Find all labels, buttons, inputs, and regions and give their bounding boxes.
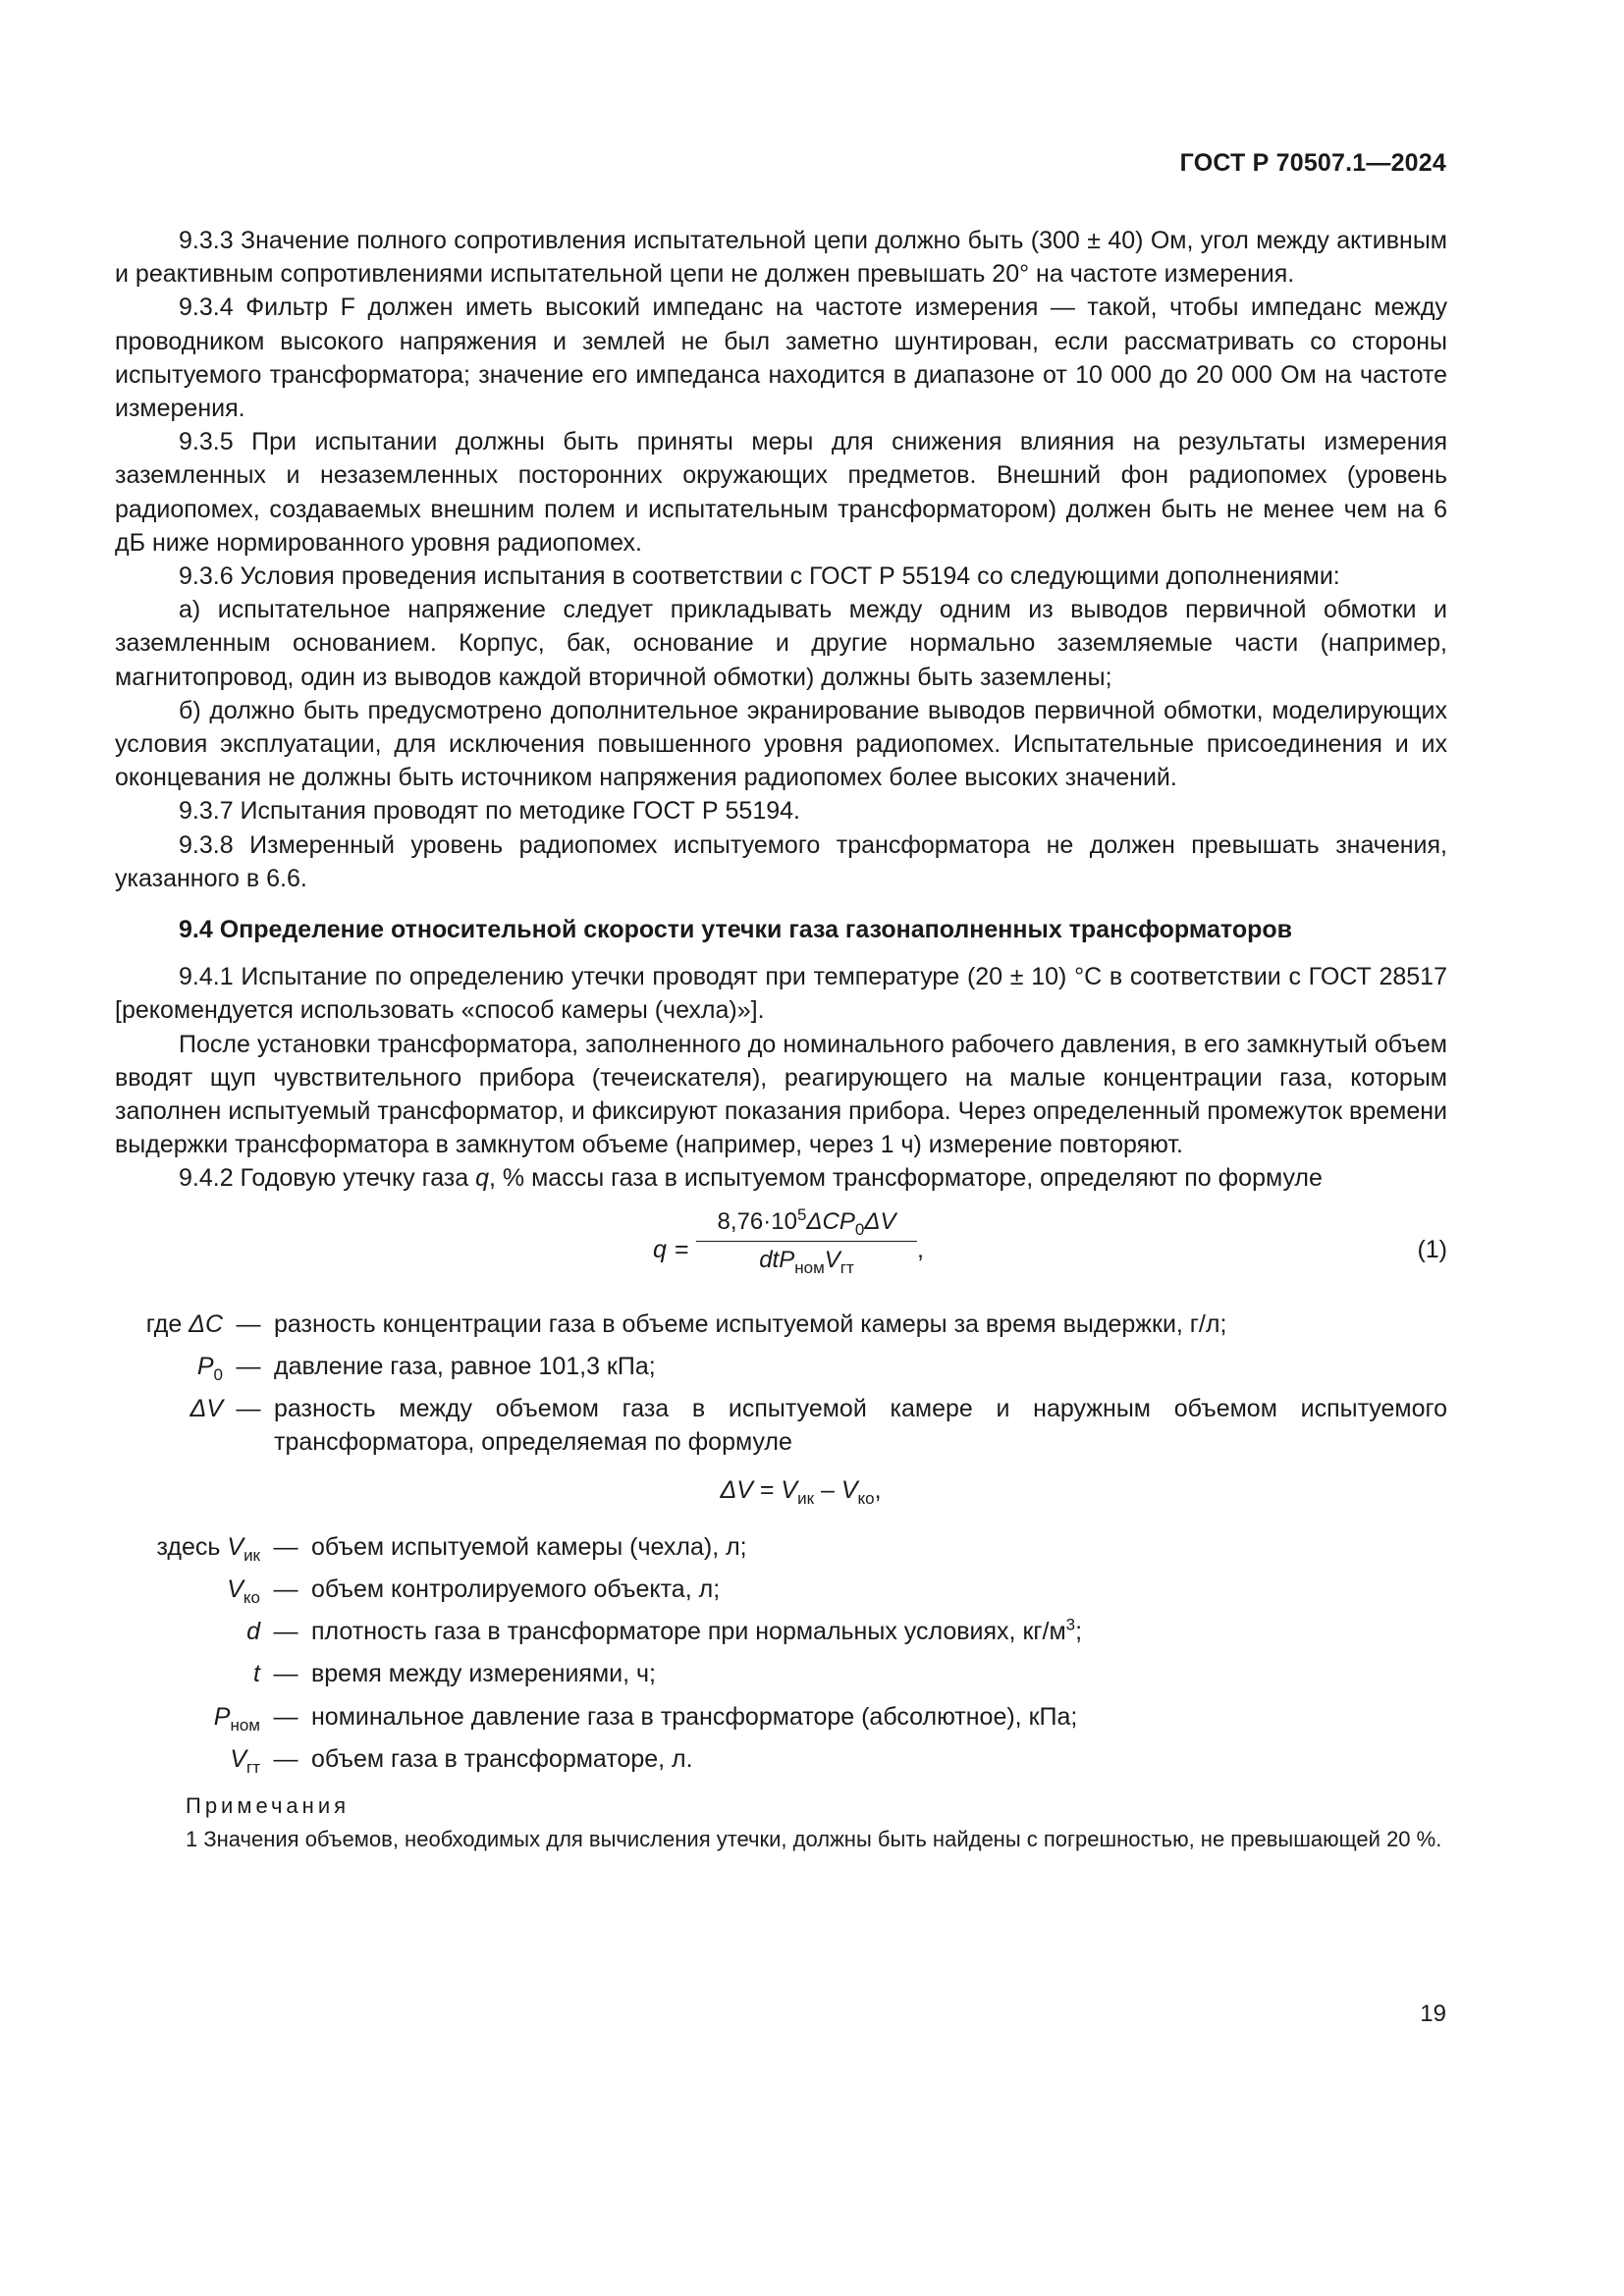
paragraph-9-4-2: 9.4.2 Годовую утечку газа q, % массы газа в испытуемом трансформаторе, определяют по формуле	[179, 1164, 1323, 1193]
definition-item: ΔV — разность между объемом газа в испытуемой камере и наружным объемом испытуемого трансформатора, определяемая по формуле	[189, 1395, 1447, 1457]
formula-delta-v: $\Delta V = V_{ик} - V_{ко}$,	[720, 1475, 882, 1508]
formula-1	[115, 1205, 1447, 1300]
paragraph-9-3-6-b: б) должно быть предусмотрено дополнительное экранирование выводов первичной обмотки, моделирующих условия эксплуатации, для исключения повышенного уровня радиопомех. Испытательные присоединения и их оконцевания не должны быть источником напряжения радиопомех более высоких значений.	[115, 696, 1447, 792]
formula-lhs: q	[653, 1235, 667, 1263]
page-number: 19	[1420, 2001, 1446, 2027]
definitions-list-1	[115, 1308, 1447, 1460]
definitions-list-2	[115, 1530, 1447, 1776]
formula-fraction	[696, 1205, 917, 1277]
notes-title: Примечания	[186, 1792, 351, 1818]
definition-item: $V_{гт}$ — объем газа в трансформаторе, л.	[230, 1744, 693, 1777]
document-code-header: ГОСТ Р 70507.1—2024	[1179, 149, 1446, 177]
definition-item: $P_0$ — давление газа, равное 101,3 кПа;	[196, 1352, 656, 1384]
formula-numerator: $8,76\cdot 10^5\Delta CP_0\Delta V$	[696, 1205, 917, 1242]
definition-item: $V_{ко}$ — объем контролируемого объекта, л;	[227, 1575, 721, 1607]
definition-item: t — время между измерениями, ч;	[253, 1660, 656, 1688]
page-body	[115, 224, 1447, 1854]
formula-number: (1)	[1417, 1235, 1447, 1263]
definition-item: где ΔC — разность концентрации газа в объеме испытуемой камеры за время выдержки, г/л;	[145, 1309, 1227, 1338]
formula-equals: =	[675, 1235, 689, 1263]
paragraph-9-3-5: 9.3.5 При испытании должны быть приняты меры для снижения влияния на результаты измерения заземленных и незаземленных посторонних окружающих предметов. Внешний фон радиопомех (уровень радиопомех, создаваемых внешним полем и испытательным трансформатором) должен быть не менее чем на 6 дБ ниже нормированного уровня радиопомех.	[115, 428, 1447, 557]
definition-item: здесь $V_{ик}$ — объем испытуемой камеры (чехла), л;	[156, 1532, 747, 1565]
definition-item: $P_{ном}$ — номинальное давление газа в трансформаторе (абсолютное), кПа;	[213, 1702, 1078, 1735]
paragraph-9-3-7: 9.3.7 Испытания проводят по методике ГОСТ Р 55194.	[179, 797, 800, 826]
paragraph-9-3-8: 9.3.8 Измеренный уровень радиопомех испытуемого трансформатора не должен превышать значения, указанного в 6.6.	[115, 830, 1447, 892]
note-item: 1 Значения объемов, необходимых для вычисления утечки, должны быть найдены с погрешностью, не превышающей 20 %.	[186, 1827, 1442, 1852]
paragraph-9-4-1: 9.4.1 Испытание по определению утечки проводят при температуре (20 ± 10) °С в соответствии с ГОСТ 28517 [рекомендуется использовать «способ камеры (чехла)»].	[115, 963, 1447, 1025]
paragraph-9-3-6-a: а) испытательное напряжение следует прикладывать между одним из выводов первичной обмотки и заземленным основанием. Корпус, бак, основание и другие нормально заземляемые части (например, магнитопровод, один из выводов каждой вторичной обмотки) должны быть заземлены;	[115, 596, 1447, 691]
paragraph-9-3-4: 9.3.4 Фильтр F должен иметь высокий импеданс на частоте измерения — такой, чтобы импеданс между проводником высокого напряжения и землей не был заметно шунтирован, если рассматривать со стороны испытуемого трансформатора; значение его импеданса находится в диапазоне от 10 000 до 20 000 Ом на частоте измерения.	[115, 294, 1447, 423]
paragraph-9-3-6: 9.3.6 Условия проведения испытания в соответствии с ГОСТ Р 55194 со следующими дополнениями:	[179, 562, 1340, 591]
section-heading-9-4: 9.4 Определение относительной скорости утечки газа газонаполненных трансформаторов	[179, 916, 1293, 944]
paragraph-installation: После установки трансформатора, заполненного до номинального рабочего давления, в его замкнутый объем вводят щуп чувствительного прибора (течеискателя), реагирующего на малые концентрации газа, которым заполнен испытуемый трансформатор, и фиксируют показания прибора. Через определенный промежуток времени выдержки трансформатора в замкнутом объеме (например, через 1 ч) измерение повторяют.	[115, 1030, 1447, 1159]
formula-denominator: $dtP_{ном}V_{гт}$	[759, 1246, 854, 1277]
formula-comma: ,	[917, 1235, 924, 1263]
definition-item: d — плотность газа в трансформаторе при нормальных условиях, $кг/м^3$;	[246, 1615, 1083, 1646]
paragraph-9-3-3: 9.3.3 Значение полного сопротивления испытательной цепи должно быть (300 ± 40) Ом, угол между активным и реактивным сопротивлениями испытательной цепи не должен превышать 20° на частоте измерения.	[115, 227, 1447, 289]
